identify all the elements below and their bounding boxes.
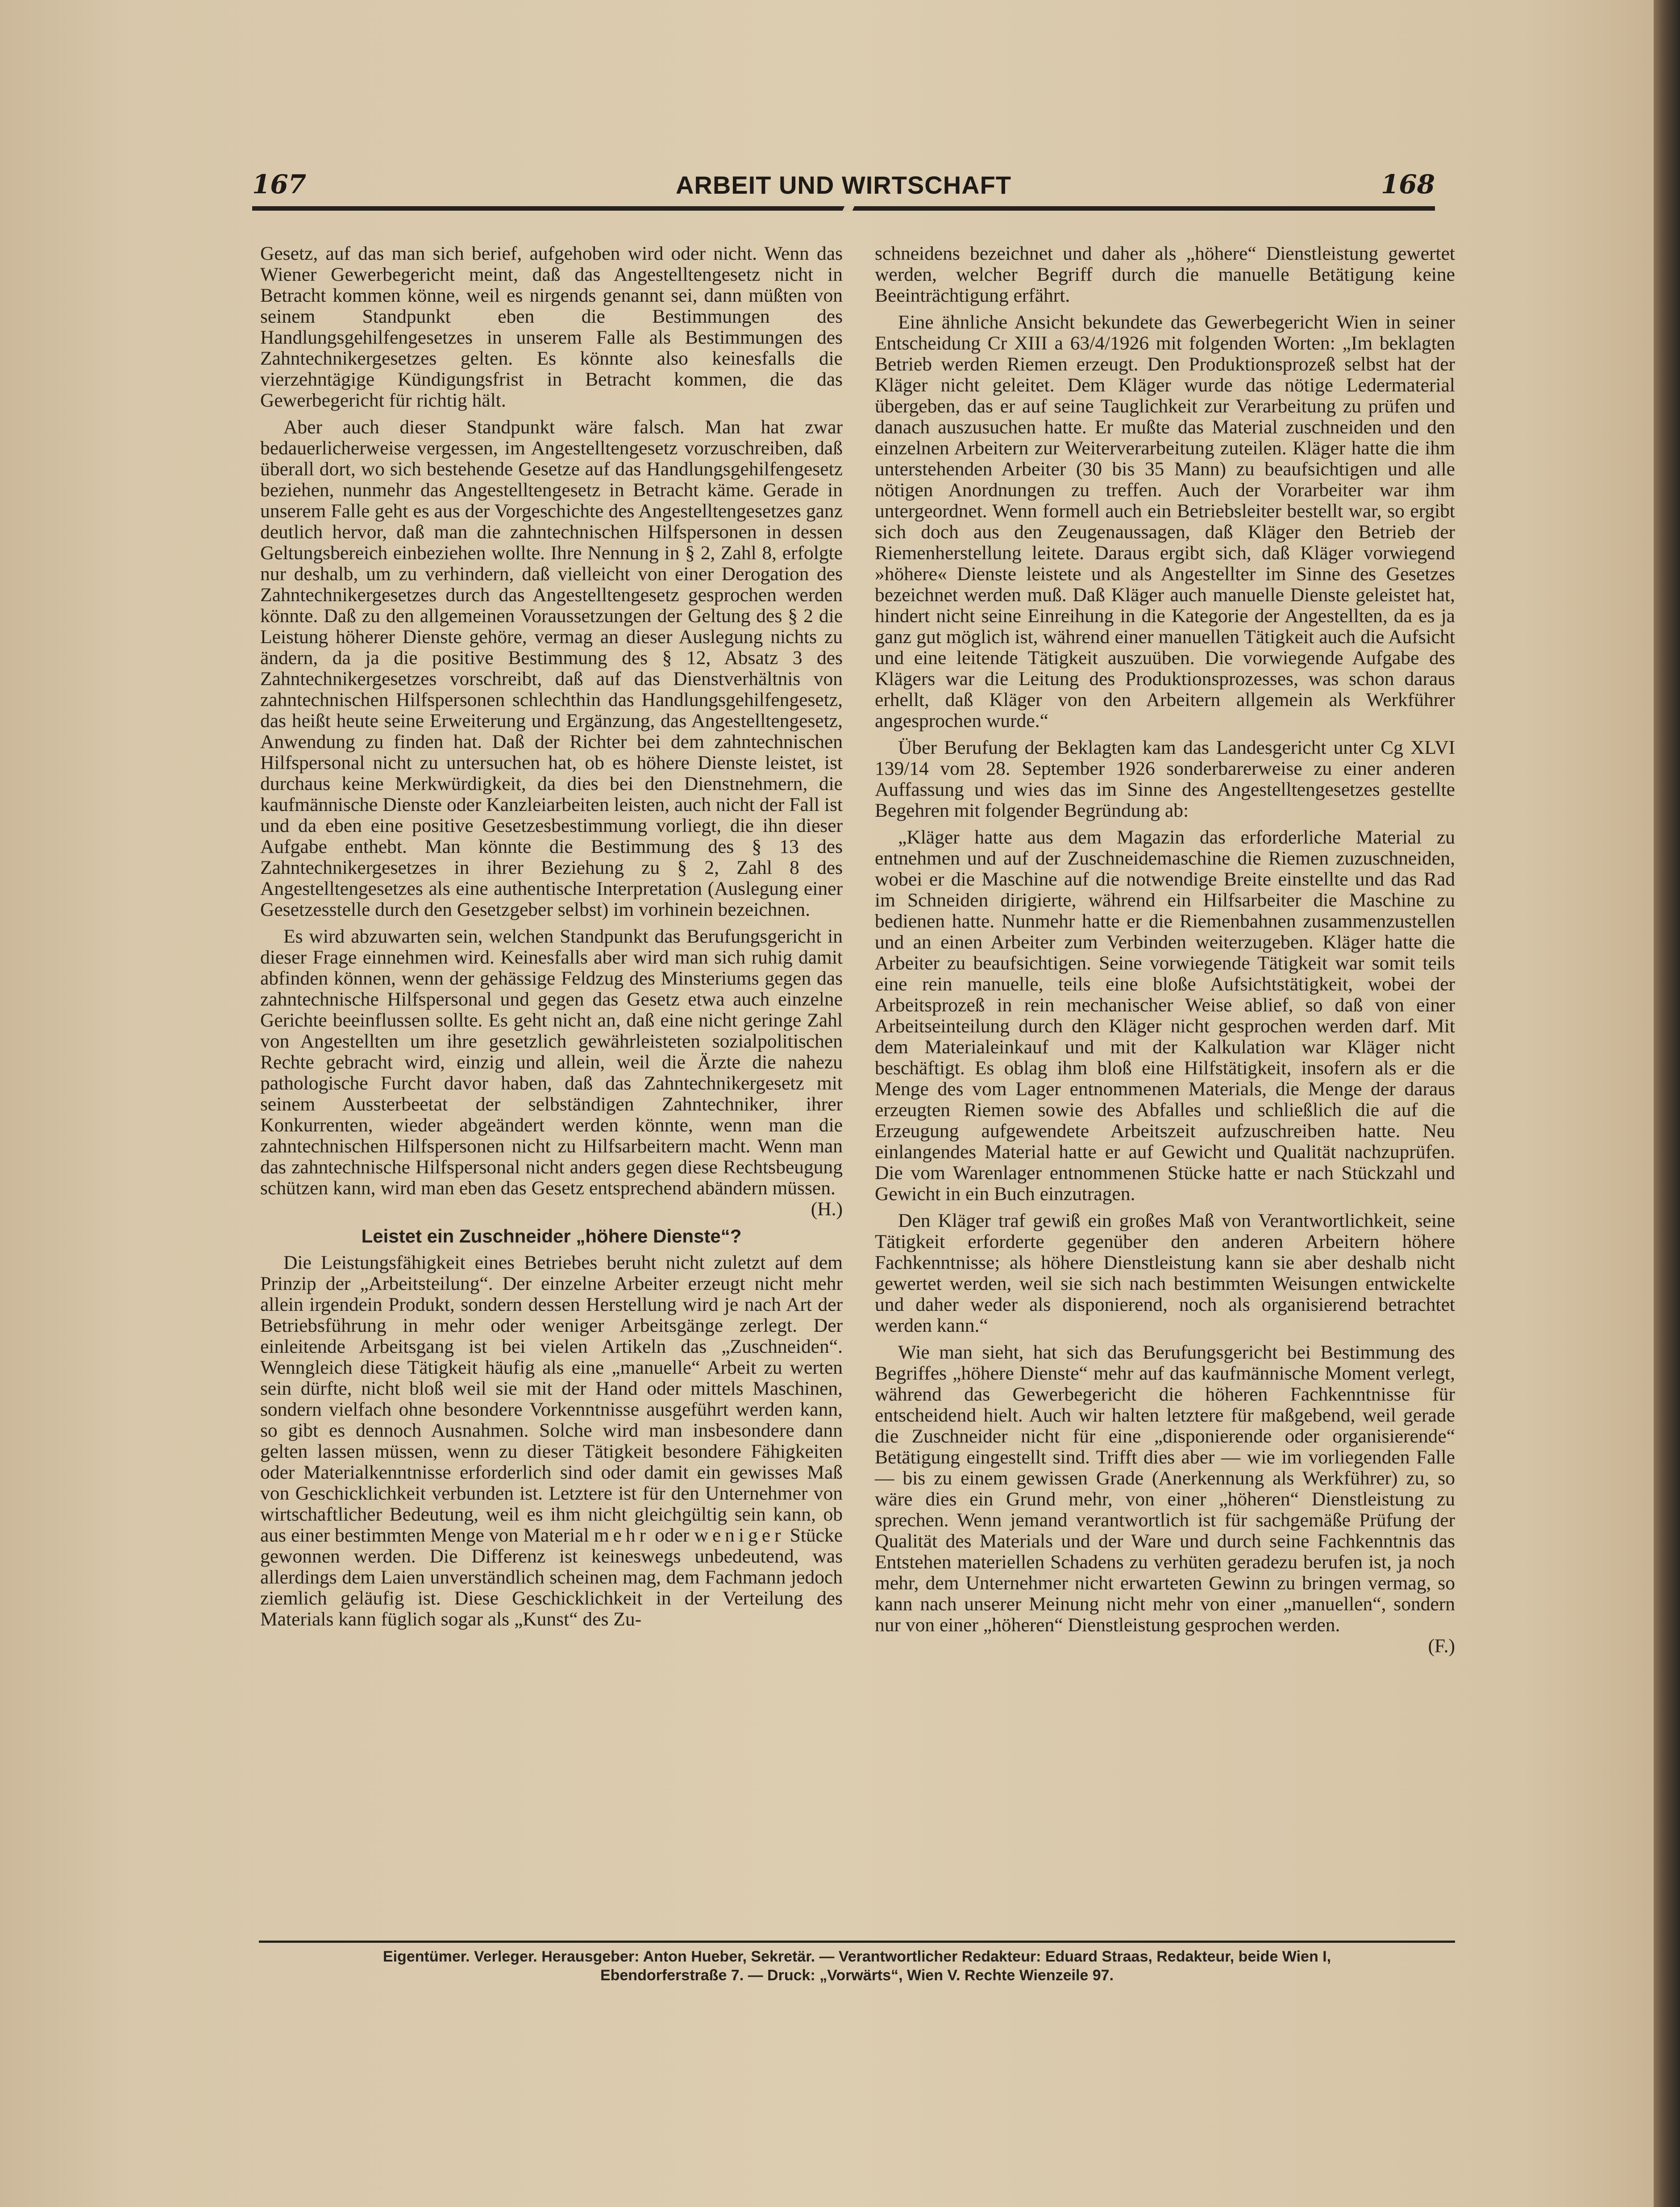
paragraph-text: Die Leistungsfähigkeit eines Betriebes beruht nicht zuletzt auf dem Prinzip der „Arbeitsteilung“. Der einzelne Arbeiter erzeugt nicht mehr allein irgendein Produkt, sondern dessen Herstellung wird je nach Art der Betriebsführung in mehr oder weniger Arbeitsgänge zerlegt. Der einleitende Arbeitsgang ist bei vielen Artikeln das „Zuschneiden“. Wenngleich diese Tätigkeit häufig als eine „manuelle“ Arbeit zu werten sein dürfte, nicht bloß weil sie mit der Hand oder mittels Maschinen, sondern vielfach ohne besondere Vorkenntnisse ausgeführt werden kann, so gibt es dennoch Ausnahmen. Solche wird man insbesondere dann gelten lassen müssen, wenn zu dieser Tätigkeit besondere Fähigkeiten oder Materialkenntnisse erforderlich sind oder damit ein gewisses Maß von Geschicklichkeit verbunden ist. Letztere ist für den Unternehmer von wirtschaftlicher Bedeutung, weil es ihm nicht gleichgültig sein kann, ob aus einer bestimmten Menge von Material xyxy=(260,1252,843,1546)
imprint-footer xyxy=(259,1941,1455,1985)
paragraph: Über Berufung der Beklagten kam das Landesgericht unter Cg XLVI 139/14 vom 28. September 1926 sonderbarerweise zu einer anderen Auffassung und wies das im Sinne des Angestelltengesetzes gestellte Begehren mit folgender Begründung ab: xyxy=(875,737,1455,821)
page-header xyxy=(252,169,1435,209)
paragraph xyxy=(875,1342,1455,1657)
paragraph xyxy=(260,926,843,1220)
quoted-paragraph: „Kläger hatte aus dem Magazin das erforderliche Material zu entnehmen und auf der Zuschneidemaschine die Riemen zuzuschneiden, wobei er die Maschine auf die notwendige Breite einstellte und das Rad im Schneiden dirigierte, während ein Hilfsarbeiter die Maschine zu bedienen hatte. Nunmehr hatte er die Riemenbahnen zusammenzustellen und an einen Arbeiter zum Verbinden weiterzugeben. Kläger hatte die Arbeiter zu beaufsichtigen. Seine vorwiegende Tätigkeit war somit teils eine rein manuelle, teils eine bloße Aufsichtstätigkeit, wobei der Arbeitsprozeß in rein mechanischer Weise ablief, so daß von einer Arbeitseinteilung durch den Kläger nicht gesprochen werden darf. Mit dem Materialeinkauf und mit der Kalkulation war Kläger nicht beschäftigt. Es oblag ihm bloß eine Hilfstätigkeit, insofern als er die Menge des vom Lager entnommenen Materials, die Menge der daraus erzeugten Riemen sowie des Abfalles und schließlich die auf die Erzeugung aufgewendete Arbeitszeit aufzuschreiben hatte. Neu einlangendes Material hatte er auf Gewicht und Qualität nachzuprüfen. Die vom Warenlager entnommenen Stücke hatte er nach Stückzahl und Gewicht in ein Buch einzutragen. xyxy=(875,827,1455,1205)
author-signature: (F.) xyxy=(1428,1635,1455,1657)
spaced-word: mehr xyxy=(594,1525,650,1546)
book-binding-edge xyxy=(1654,0,1680,2207)
page-number-right: 168 xyxy=(1381,169,1435,200)
paragraph: Aber auch dieser Standpunkt wäre falsch. Man hat zwar bedauerlicherweise vergessen, im Angestelltengesetz vorzuschreiben, daß überall dort, wo sich bestehende Gesetze auf das Handlungsgehilfengesetz beziehen, nunmehr das Angestelltengesetz in Betracht käme. Gerade in unserem Falle geht es aus der Vorgeschichte des Angestelltengesetzes ganz deutlich hervor, daß man die zahntechnischen Hilfspersonen in dessen Geltungsbereich einbeziehen wollte. Ihre Nennung in § 2, Zahl 8, erfolgte nur deshalb, um zu verhindern, daß vielleicht von einer Derogation des Zahntechnikergesetzes durch das Angestelltengesetz gesprochen werden könnte. Daß zu den allgemeinen Voraussetzungen der Geltung des § 2 die Leistung höherer Dienste gehöre, vermag an dieser Auslegung nichts zu ändern, da ja die positive Bestimmung des § 12, Absatz 3 des Zahntechnikergesetzes vorschreibt, daß auf das Dienstverhältnis von zahntechnischen Hilfspersonen schlechthin das Handlungsgehilfengesetz, das heißt heute seine Erweiterung und Ergänzung, das Angestelltengesetz, Anwendung zu finden hat. Daß der Richter bei dem zahntechnischen Hilfspersonal nicht zu untersuchen hat, ob es höhere Dienste leistet, ist durchaus keine Merkwürdigkeit, da dies bei den Dienstnehmern, die kaufmännische Dienste oder Kanzleiarbeiten leisten, auch nicht der Fall ist und da eben eine positive Gesetzesbestimmung vorliegt, die ihn dieser Aufgabe enthebt. Man könnte die Bestimmung des § 13 des Zahntechnikergesetzes in ihrer Beziehung zu § 2, Zahl 8 des Angestelltengesetzes als eine authentische Interpretation (Auslegung einer Gesetzesstelle durch den Gesetzgeber selbst) im vorhinein bezeichnen. xyxy=(260,416,843,920)
paragraph-text: Stücke gewonnen werden. Die Differenz ist keineswegs unbedeutend, was allerdings dem Laien unverständlich scheinen mag, dem Fachmann jedoch ziemlich geläufig ist. Diese Geschicklichkeit in der Verteilung des Materials kann füglich sogar als „Kunst“ des Zu- xyxy=(260,1525,843,1630)
paragraph: schneidens bezeichnet und daher als „höhere“ Dienstleistung gewertet werden, welcher Begriff durch die manuelle Betätigung keine Beeinträchtigung erfährt. xyxy=(875,243,1455,306)
publication-title: ARBEIT UND WIRTSCHAFT xyxy=(675,171,1012,199)
paragraph: Eine ähnliche Ansicht bekundete das Gewerbegericht Wien in seiner Entscheidung Cr XIII a 63/4/1926 mit folgenden Worten: „Im beklagten Betrieb werden Riemen erzeugt. Den Produktionsprozeß selbst hat der Kläger nicht geleitet. Dem Kläger wurde das nötige Ledermaterial übergeben, das er auf seine Tauglichkeit zur Verarbeitung zu prüfen und danach auszusuchen hatte. Er mußte das Material zuschneiden und den einzelnen Arbeitern zur Weiterverarbeitung zuteilen. Kläger hatte die ihm unterstehenden Arbeiter (30 bis 35 Mann) zu beaufsichtigen und alle nötigen Anordnungen zu treffen. Auch der Vorarbeiter war ihm untergeordnet. Wenn formell auch ein Betriebsleiter bestellt war, so ergibt sich doch aus den Zeugenaussagen, daß Kläger den Betrieb der Riemenherstellung leitete. Daraus ergibt sich, daß Kläger vorwiegend »höhere« Dienste leistete und als Angestellter im Sinne des Gesetzes bezeichnet werden muß. Daß Kläger auch manuelle Dienste geleistet hat, hindert nicht seine Einreihung in die Kategorie der Angestellten, da es ja ganz gut möglich ist, während einer manuellen Tätigkeit auch die Aufsicht und eine leitende Tätigkeit auszuüben. Die vorwiegende Aufgabe des Klägers war die Leitung des Produktionsprozesses, was schon daraus erhellt, daß Kläger von den Arbeitern allgemein als Werkführer angesprochen wurde.“ xyxy=(875,312,1455,732)
right-column xyxy=(875,243,1455,1663)
imprint-line: Eigentümer. Verleger. Herausgeber: Anton Hueber, Sekretär. — Verantwortlicher Redakteur: Eduard Straas, Redakteur, beide Wien I, xyxy=(383,1948,1331,1965)
article-heading: Leistet ein Zuschneider „höhere Dienste“? xyxy=(361,1226,742,1247)
left-column xyxy=(260,243,843,1636)
paragraph-text: Wie man sieht, hat sich das Berufungsgericht bei Bestimmung des Begriffes „höhere Dienste“ mehr auf das kaufmännische Moment verlegt, während das Gewerbegericht die höheren Fachkenntnisse für entscheidend hielt. Auch wir halten letztere für maßgebend, weil gerade die Zuschneider nicht für eine „disponierende oder organisierende“ Betätigung eingestellt sind. Trifft dies aber — wie im vorliegenden Falle — bis zu einem gewissen Grade (Anerkennung als Werkführer) zu, so wäre dies ein Grund mehr, von einer „höheren“ Dienstleistung zu sprechen. Wenn jemand verantwortlich ist für sachgemäße Prüfung der Qualität des Materials und der Ware und durch seine Fachkenntnis das Entstehen materiellen Schadens zu verhüten geradezu berufen ist, ja noch mehr, dem Unternehmer nicht erwarteten Gewinn zu bringen vermag, so kann nach unserer Meinung nicht mehr von einer „manuellen“, sondern nur von einer „höheren“ Dienstleistung gesprochen werden. xyxy=(875,1342,1455,1636)
paragraph: Gesetz, auf das man sich berief, aufgehoben wird oder nicht. Wenn das Wiener Gewerbegericht meint, daß das Angestelltengesetz nicht in Betracht kommen könne, weil es nirgends genannt sei, dann müßten von seinem Standpunkt eben die Bestimmungen des Handlungsgehilfengesetzes in unserem Falle als Bestimmungen des Zahntechnikergesetzes gelten. Es könnte also keinesfalls die vierzehntägige Kündigungsfrist in Betracht kommen, die das Gewerbegericht für richtig hält. xyxy=(260,243,843,411)
paragraph xyxy=(260,1252,843,1630)
paragraph-text: oder xyxy=(655,1525,690,1546)
page-number-left: 167 xyxy=(252,169,307,200)
spaced-word: weniger xyxy=(694,1525,785,1546)
quoted-paragraph: Den Kläger traf gewiß ein großes Maß von Verantwortlichkeit, seine Tätigkeit erforderte gegenüber den anderen Arbeitern höhere Fachkenntnisse; als höhere Dienstleistung kann sie aber deshalb nicht gewertet werden, weil sie sich nach bestimmten Weisungen entwickelte und daher weder als disponierend, noch als organisierend betrachtet werden kann.“ xyxy=(875,1210,1455,1336)
imprint-line: Ebendorferstraße 7. — Druck: „Vorwärts“, Wien V. Rechte Wienzeile 97. xyxy=(600,1967,1114,1984)
paragraph-text: Es wird abzuwarten sein, welchen Standpunkt das Berufungsgericht in dieser Frage einnehmen wird. Keinesfalls aber wird man sich ruhig damit abfinden können, wenn der gehässige Feldzug des Minsteriums gegen das zahntechnische Hilfspersonal und gegen das Gesetz etwa auch einzelne Gerichte beeinflussen sollte. Es geht nicht an, daß eine nicht geringe Zahl von Angestellten um ihre gesetzlich gewährleisteten sozialpolitischen Rechte gebracht wird, einzig und allein, weil die Ärzte die nahezu pathologische Furcht davor haben, daß das Zahntechnikergesetz mit seinem Aussterbeetat der selbständigen Zahntechniker, ihrer Konkurrenten, wieder abgeändert werden könnte, wenn man die zahntechnischen Hilfspersonen nicht zu Hilfsarbeitern macht. Wenn man das zahntechnische Hilfspersonal nicht anders gegen diese Rechtsbeugung schützen kann, wird man eben das Gesetz entsprechend abändern müssen. xyxy=(260,926,843,1199)
author-signature: (H.) xyxy=(811,1198,843,1220)
